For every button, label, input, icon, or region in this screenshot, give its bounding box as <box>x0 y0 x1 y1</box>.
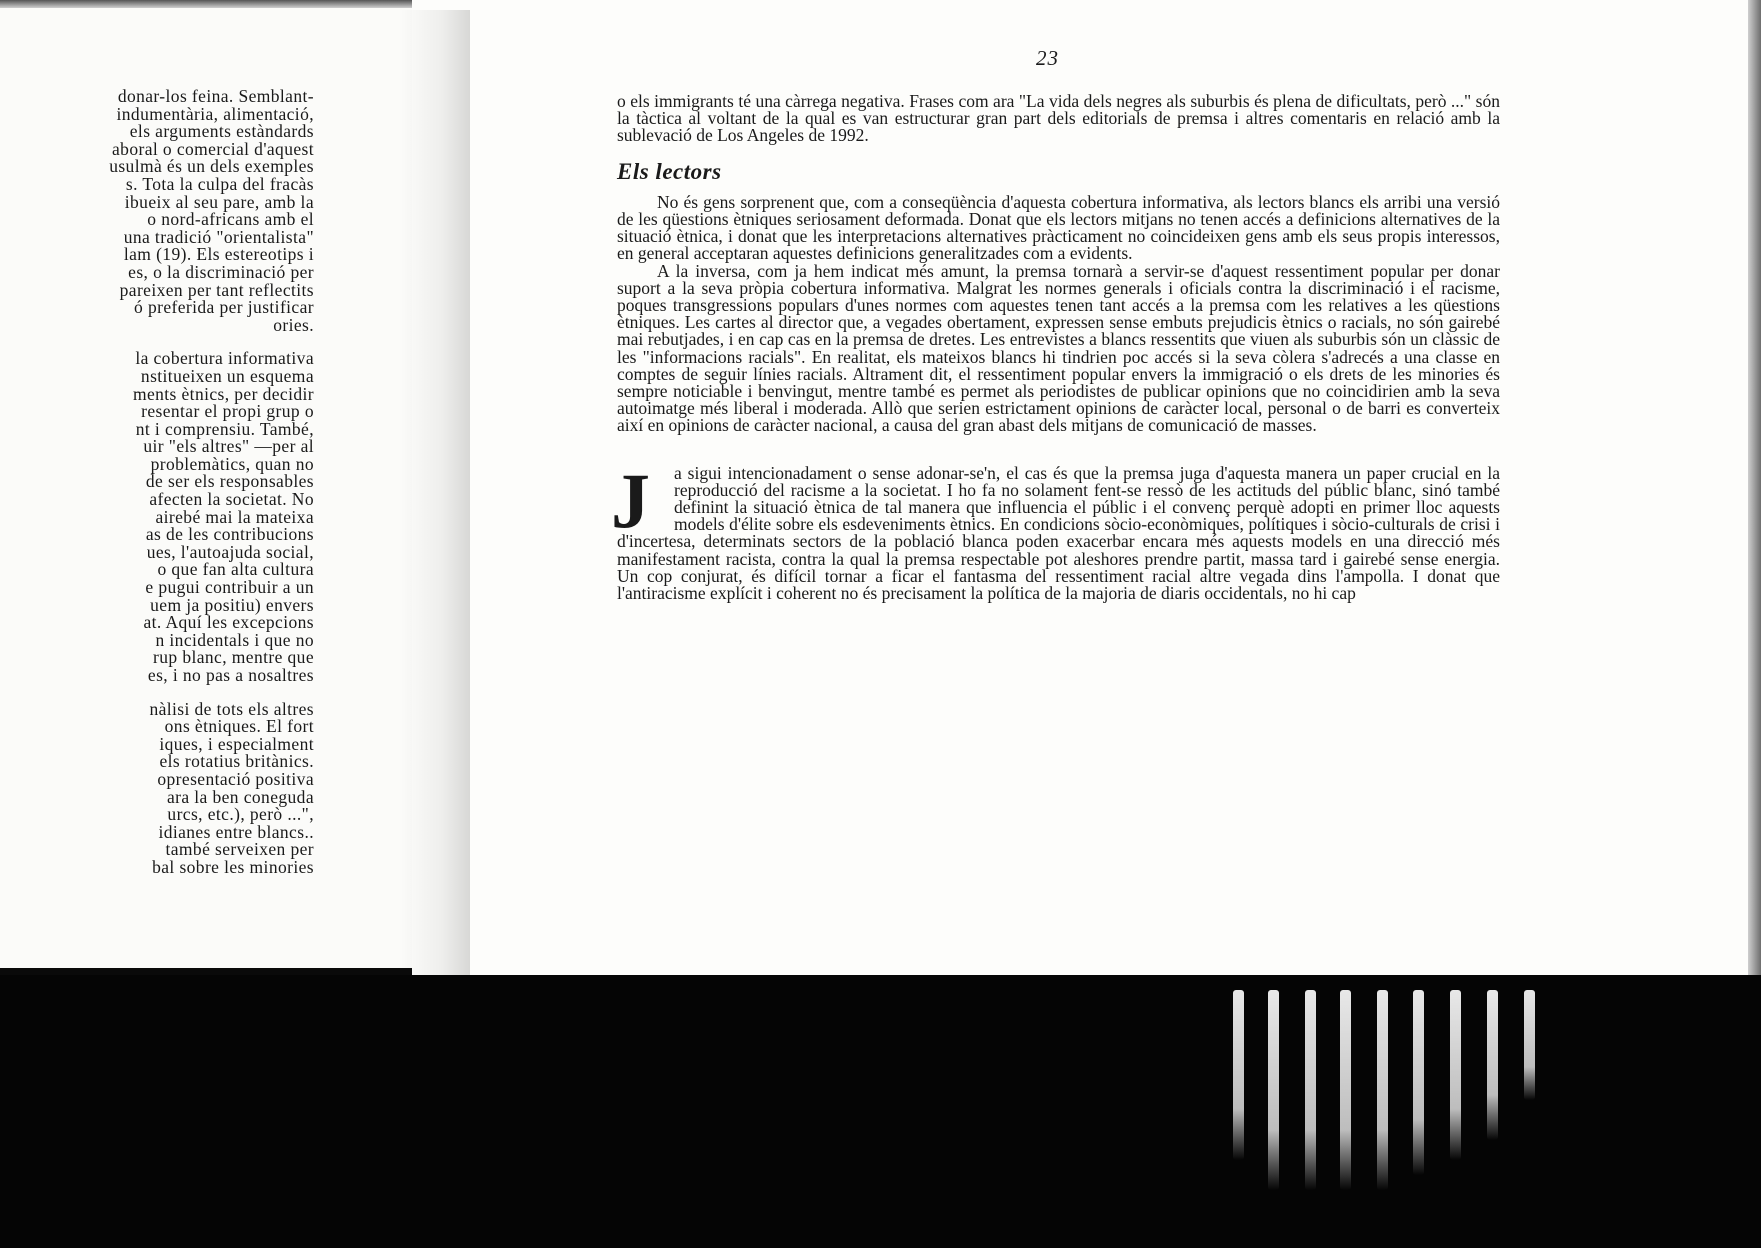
paragraph-dropcap <box>611 456 1500 604</box>
light-stripe <box>1524 990 1535 1100</box>
left-page-line: pareixen per tant reflectits <box>119 279 314 300</box>
left-page-line: lam (19). Els estereotips i <box>123 244 314 265</box>
left-page-line: afecten la societat. No <box>149 489 314 510</box>
paragraph-readers-1: No és gens sorprenent que, com a conseqüència d'aquesta cobertura informativa, als lectors blancs els arribi una versió de les qüestions ètniques seriosament deformada. Donat que els lectors mitjans no tenen accés a definicions alternatives de la situació ètnica, i donat que les interpretacions alternatives pràcticament no coincideixen gens amb els seus propis interessos, en general acceptaran aquestes definicions generalitzades com a evidents. <box>617 191 1500 264</box>
left-page-line: resentar el propi grup o <box>141 401 314 422</box>
paragraph-readers-2: A la inversa, com ja hem indicat més amunt, la premsa tornarà a servir-se d'aquest ressentiment popular per donar suport a la seva pròpia cobertura informativa. Malgrat les normes generals i oficials contra la discriminació i el racisme, poques transgressions populars d'unes normes com aquestes tenen tant accés a la premsa com les relatives a les qüestions ètniques. Les cartes al director que, a vegades obertament, expressen sense embuts prejudicis ètnics o racials, no són gairebé mai rebutjades, i en cap cas en la premsa de dretes. Les entrevistes a blancs ressentits que viuen als suburbis són un clàssic de les "informacions racials". En realitat, els mateixos blancs hi tindrien poc accés si la seva còlera s'adrecés a una classe en comptes de seguir línies racials. Altrament dit, el ressentiment popular envers la immigració o els drets de les minories és sempre noticiable i benvingut, mentre també es permet als periodistes de publicar opinions que no coincidirien amb la seva autoimatge més liberal i moderada. Allò que serien estrictament opinions de caràcter local, personal o de barri es converteix així en opinions de caràcter nacional, a causa del gran abast dels mitjans de comunicació de masses. <box>617 260 1500 436</box>
right-page <box>412 0 1752 990</box>
light-stripe <box>1450 990 1461 1160</box>
light-stripe <box>1268 990 1279 1190</box>
left-page-line: o que fan alta cultura <box>157 559 314 580</box>
left-page-line: n incidentals i que no <box>155 629 314 650</box>
left-page-line: uir "els altres" —per al <box>143 436 314 457</box>
left-page-line: ibueix al seu pare, amb la <box>124 191 314 212</box>
left-page-line: ments ètnics, per decidir <box>132 383 314 404</box>
left-page-line: ues, l'autoajuda social, <box>146 541 314 562</box>
page-edge-shadow <box>1748 0 1761 990</box>
left-page-line: bal sobre les minories <box>152 856 314 877</box>
left-page-line: airebé mai la mateixa <box>155 506 314 527</box>
left-page-line: nstitueixen un esquema <box>140 365 314 386</box>
left-page-line: els arguments estàndards <box>129 121 314 142</box>
right-page-body <box>611 91 1500 604</box>
left-page-line: es, i no pas a nosaltres <box>147 665 314 685</box>
left-page-line: urcs, etc.), però ...", <box>167 804 314 825</box>
light-stripe <box>1487 990 1498 1140</box>
left-page-text <box>0 88 314 877</box>
left-page-line: donar-los feina. Semblant- <box>117 86 314 106</box>
left-page-line: ara la ben coneguda <box>166 786 314 807</box>
left-page-line: una tradició "orientalista" <box>123 226 314 247</box>
left-page-line: o nord-africans amb el <box>147 209 314 230</box>
light-stripe <box>1377 990 1388 1190</box>
paragraph-dropcap-text: a sigui intencionadament o sense adonar-se'n, el cas és que la premsa juga d'aquesta manera un paper crucial en la reproducció del racisme a la societat. I ho fa no solament fent-se ressò de les actituds del públic blanc, sinó també definint la situació ètnica de tal manera que influencia el públic i el convenç perquè adopti en primer lloc aquests models d'élite sobre els esdeveniments ètnics. En condicions sòcio-econòmiques, polítiques i sòcio-culturals de crisi i d'incertesa, determinats sectors de la població blanca poden exacerbar encara més aquests models en una direcció més manifestament racista, contra la qual la premsa respectable pot aleshores prendre partit, massa tard i gairebé sense energia. Un cop conjurat, és difícil tornar a ficar el fantasma del ressentiment racial altre vegada dins l'ampolla. I donat que l'antiracisme explícit i coherent no és precisament la política de la majoria de diaris occidentals, no hi cap <box>617 462 1500 604</box>
left-page <box>0 8 465 968</box>
left-page-line: at. Aquí les excepcions <box>143 612 314 633</box>
left-page-line: nt i comprensiu. També, <box>135 418 314 439</box>
left-page-line: usulmà és un dels exemples <box>109 156 314 177</box>
left-page-line: e pugui contribuir a un <box>145 577 314 598</box>
left-page-line: es, o la discriminació per <box>128 261 314 282</box>
left-page-line: els rotatius britànics. <box>159 751 314 772</box>
light-stripe <box>1413 990 1424 1175</box>
left-page-line: ories. <box>273 314 314 335</box>
left-page-line: rup blanc, mentre que <box>153 647 314 668</box>
left-page-line: s. Tota la culpa del fracàs <box>125 173 314 194</box>
left-page-line: opresentació positiva <box>157 768 314 789</box>
drop-cap-letter: J <box>611 456 650 544</box>
light-stripe <box>1340 990 1351 1190</box>
left-page-line: nàlisi de tots els altres <box>149 698 314 719</box>
left-page-line: ons ètniques. El fort <box>164 716 314 737</box>
section-heading: Els lectors <box>617 158 722 184</box>
left-page-line: aboral o comercial d'aquest <box>112 138 314 159</box>
left-page-line: iques, i especialment <box>159 733 314 754</box>
left-page-line: també serveixen per <box>165 839 314 860</box>
left-page-line: uem ja positiu) envers <box>150 594 314 615</box>
left-page-line: indumentària, alimentació, <box>116 103 314 124</box>
left-page-line: ó preferida per justificar <box>134 297 314 318</box>
paragraph-continuation: o els immigrants té una càrrega negativa. Frases com ara "La vida dels negres als suburbis és plena de dificultats, però ..." són la tàctica al voltant de la qual es van estructurar gran part dels editorials de premsa i altres comentaris en relació amb la sublevació de Los Angeles de 1992. <box>617 91 1500 146</box>
left-page-line: as de les contribucions <box>145 524 314 545</box>
light-stripe <box>1305 990 1316 1190</box>
light-stripe <box>1233 990 1244 1160</box>
left-page-line: problemàtics, quan no <box>150 453 314 474</box>
left-page-line: la cobertura informativa <box>135 348 314 369</box>
left-page-line: idianes entre blancs.. <box>158 821 314 842</box>
left-page-line: de ser els responsables <box>145 471 314 492</box>
page-number: 23 <box>1036 46 1059 70</box>
